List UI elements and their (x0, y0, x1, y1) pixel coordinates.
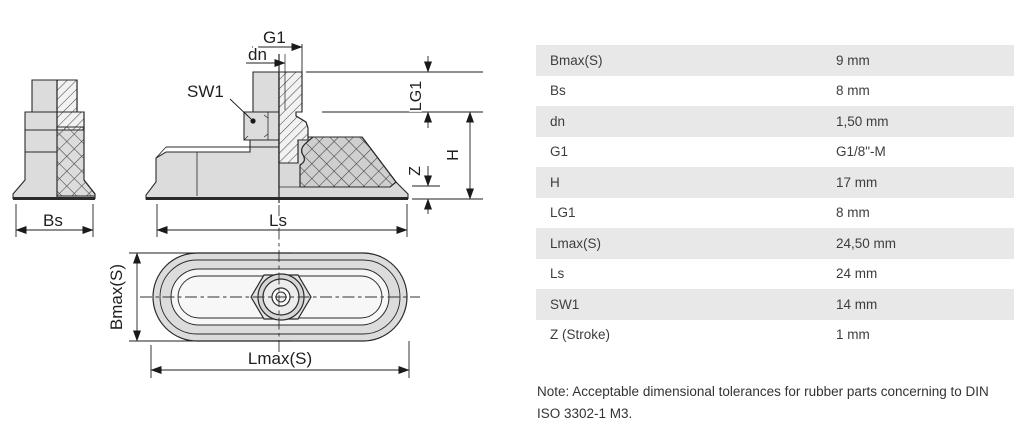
table-cell-label: Ls (550, 266, 565, 282)
front-section-view (146, 54, 408, 203)
table-cell-value: 9 mm (836, 52, 870, 68)
table-cell-value: 8 mm (836, 205, 870, 221)
table-cell-label: SW1 (550, 296, 580, 312)
dim-label-h: H (445, 149, 462, 161)
table-cell-label: H (550, 174, 560, 190)
table-cell-value: 8 mm (836, 83, 870, 99)
table-row (536, 45, 1014, 76)
table-row (536, 228, 1014, 259)
table-cell-label: Z (Stroke) (550, 327, 611, 343)
dim-label-bs: Bs (43, 211, 63, 230)
table-cell-label: Lmax(S) (550, 235, 602, 251)
dim-label-dn: dn (248, 45, 267, 64)
table-cell-label: LG1 (550, 205, 576, 221)
table-cell-value: 24 mm (836, 266, 878, 282)
table-cell-value: 14 mm (836, 296, 878, 312)
table-cell-label: G1 (550, 144, 569, 160)
dimensions-table (536, 45, 1014, 350)
table-cell-value: 1,50 mm (836, 113, 889, 129)
table-row (536, 106, 1014, 137)
table-row (536, 76, 1014, 107)
table-cell-value: G1/8"-M (836, 144, 886, 160)
dim-label-bmax: Bmax(S) (107, 263, 126, 331)
table-row (536, 289, 1014, 320)
table-cell-value: 1 mm (836, 327, 870, 343)
table-row (536, 259, 1014, 290)
table-cell-label: dn (550, 113, 566, 129)
table-row (536, 198, 1014, 229)
table-cell-value: 17 mm (836, 174, 878, 190)
table-row (536, 137, 1014, 168)
dim-label-lmax: Lmax(S) (247, 349, 313, 368)
table-cell-label: Bs (550, 83, 566, 99)
side-view (13, 80, 95, 199)
table-cell-label: Bmax(S) (550, 52, 603, 68)
tolerance-note: Note: Acceptable dimensional tolerances for rubber parts concerning to DIN ISO 3302-1 M3. (537, 384, 989, 421)
table-cell-value: 24,50 mm (836, 235, 897, 251)
table-row (536, 320, 1014, 351)
sw1-leader-dot (250, 118, 255, 123)
dim-label-lg1: LG1 (408, 80, 425, 112)
dim-label-g1: G1 (263, 28, 286, 47)
dim-label-ls: Ls (269, 211, 287, 230)
dim-label-z: Z (407, 166, 424, 176)
dim-label-sw1: SW1 (187, 82, 224, 101)
table-row (536, 167, 1014, 198)
